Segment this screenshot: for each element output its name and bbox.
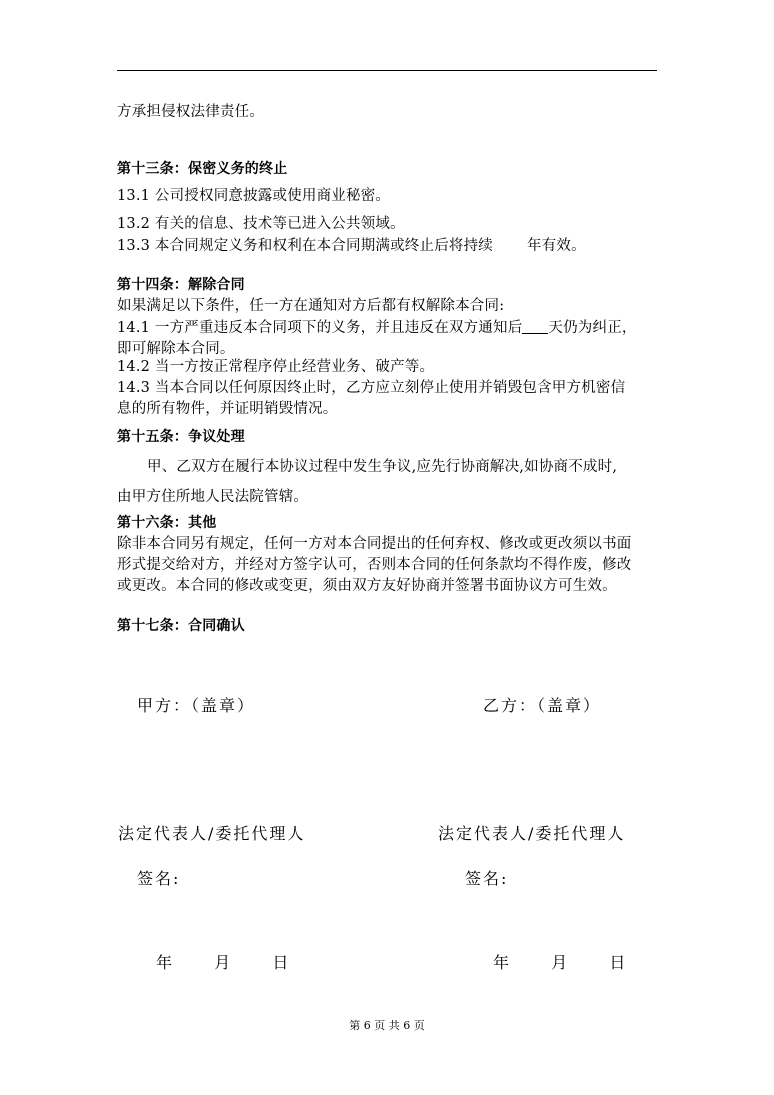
party-a-seal: 甲方：（盖章）: [137, 696, 256, 715]
section-14-item-2: 14.2 当一方按正常程序停止经营业务、破产等。: [117, 359, 435, 375]
party-b-signature-label: 签名:: [465, 869, 509, 888]
section-17-title: 第十七条：合同确认: [117, 618, 245, 634]
section-15-title: 第十五条：争议处理: [117, 429, 245, 445]
party-b-date-month: 月: [551, 953, 570, 972]
section-13-item-2: 13.2 有关的信息、技术等已进入公共领域。: [117, 216, 405, 232]
party-b-seal: 乙方：（盖章）: [483, 696, 602, 715]
party-a-date-year: 年: [156, 953, 175, 972]
party-a-signature-label: 签名:: [137, 869, 181, 888]
section-14-item-3-cont: 息的所有物件，并证明销毁情况。: [117, 401, 338, 417]
section-16-para-line-1: 除非本合同另有规定，任何一方对本合同提出的任何弃权、修改或更改须以书面: [117, 536, 632, 552]
section-16-para-line-3: 或更改。本合同的修改或变更，须由双方友好协商并签署书面协议方可生效。: [117, 578, 617, 594]
section-14-title: 第十四条：解除合同: [117, 277, 245, 293]
party-a-date-month: 月: [214, 953, 233, 972]
party-a-date-day: 日: [272, 953, 291, 972]
section-16-para-line-2: 形式提交给对方，并经对方签字认可，否则本合同的任何条款均不得作废，修改: [117, 557, 632, 573]
section-14-item-1-text: 14.1 一方严重违反本合同项下的义务，并且违反在双方通知后: [117, 320, 523, 336]
intro-line: 方承担侵权法律责任。: [117, 104, 264, 120]
section-13-item-3-text: 13.3 本合同规定义务和权利在本合同期满或终止后将持续: [117, 238, 493, 254]
section-13-title: 第十三条：保密义务的终止: [117, 161, 288, 177]
section-16-title: 第十六条：其他: [117, 515, 217, 531]
section-15-para-line-1: 甲、乙双方在履行本协议过程中发生争议,应先行协商解决,如协商不成时,: [147, 459, 618, 475]
section-13-item-3: [117, 237, 586, 256]
party-b-date-year: 年: [493, 953, 512, 972]
section-14-item-3: 14.3 当本合同以任何原因终止时，乙方应立刻停止使用并销毁包含甲方机密信: [117, 380, 626, 396]
blank-days: [522, 319, 548, 334]
party-a-date: [156, 950, 290, 973]
party-a-representative: 法定代表人/委托代理人: [118, 824, 306, 843]
section-15-para-line-2: 由甲方住所地人民法院管辖。: [117, 489, 309, 505]
section-14-item-1-tail: 天仍为纠正，: [548, 320, 637, 336]
party-b-date-day: 日: [609, 953, 628, 972]
section-14-lead: 如果满足以下条件，任一方在通知对方后都有权解除本合同:: [117, 298, 505, 314]
section-13-item-3-tail: 年有效。: [527, 238, 586, 254]
section-14-item-1: [117, 319, 637, 338]
party-b-representative: 法定代表人/委托代理人: [438, 824, 626, 843]
header-rule: [117, 70, 657, 71]
party-b-date: [493, 950, 627, 973]
section-13-item-1: 13.1 公司授权同意披露或使用商业秘密。: [117, 188, 391, 204]
section-14-item-1-cont: 即可解除本合同。: [117, 341, 235, 357]
page-footer: 第 6 页 共 6 页: [349, 1019, 425, 1032]
